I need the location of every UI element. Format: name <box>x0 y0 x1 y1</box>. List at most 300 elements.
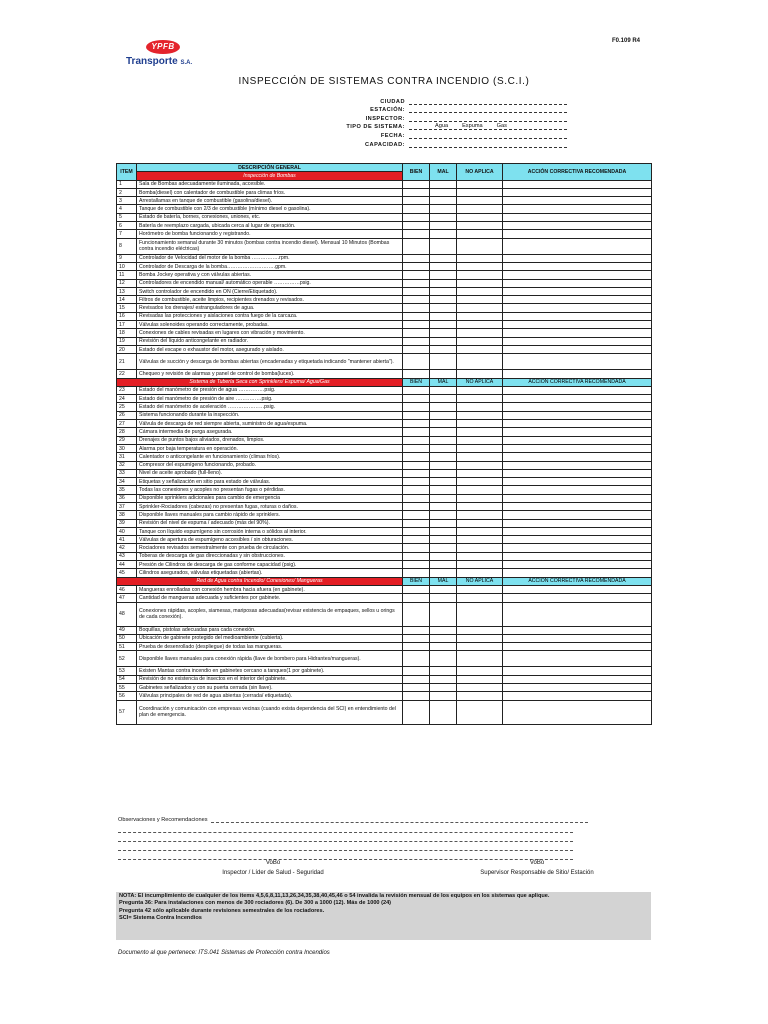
item-number: 22 <box>117 370 137 378</box>
accion-correctiva-field[interactable] <box>503 197 652 205</box>
accion-correctiva-field[interactable] <box>503 494 652 502</box>
bien-checkbox[interactable] <box>403 675 430 683</box>
item-description: Bomba Jockey operativa y con válvulas abiertas. <box>137 271 403 279</box>
bien-checkbox[interactable] <box>403 569 430 577</box>
bien-checkbox[interactable] <box>403 238 430 254</box>
item-number: 45 <box>117 569 137 577</box>
accion-correctiva-field[interactable] <box>503 651 652 667</box>
accion-correctiva-field[interactable] <box>503 684 652 692</box>
no-aplica-checkbox[interactable] <box>457 667 503 675</box>
bien-checkbox[interactable] <box>403 354 430 370</box>
mal-checkbox[interactable] <box>430 561 457 569</box>
mal-checkbox[interactable] <box>430 692 457 700</box>
no-aplica-checkbox[interactable] <box>457 544 503 552</box>
bien-checkbox[interactable] <box>403 296 430 304</box>
mal-checkbox[interactable] <box>430 420 457 428</box>
table-row <box>117 436 652 444</box>
item-number: 49 <box>117 626 137 634</box>
bien-checkbox[interactable] <box>403 700 430 724</box>
accion-correctiva-field[interactable] <box>503 230 652 238</box>
mal-checkbox[interactable] <box>430 386 457 394</box>
no-aplica-checkbox[interactable] <box>457 453 503 461</box>
no-aplica-checkbox[interactable] <box>457 626 503 634</box>
no-aplica-checkbox[interactable] <box>457 552 503 560</box>
accion-correctiva-field[interactable] <box>503 486 652 494</box>
accion-correctiva-field[interactable] <box>503 527 652 535</box>
bien-checkbox[interactable] <box>403 279 430 287</box>
bien-checkbox[interactable] <box>403 436 430 444</box>
no-aplica-checkbox[interactable] <box>457 536 503 544</box>
meta-fields <box>330 96 567 148</box>
accion-correctiva-field[interactable] <box>503 213 652 221</box>
col-mal-header: MAL <box>430 577 457 585</box>
bien-checkbox[interactable] <box>403 312 430 320</box>
no-aplica-checkbox[interactable] <box>457 561 503 569</box>
observations-label: Observaciones y Recomendaciones <box>118 817 208 824</box>
accion-correctiva-field[interactable] <box>503 337 652 345</box>
bien-checkbox[interactable] <box>403 469 430 477</box>
accion-correctiva-field[interactable] <box>503 287 652 295</box>
mal-checkbox[interactable] <box>430 602 457 626</box>
table-row <box>117 478 652 486</box>
bien-checkbox[interactable] <box>403 197 430 205</box>
no-aplica-checkbox[interactable] <box>457 494 503 502</box>
accion-correctiva-field[interactable] <box>503 180 652 188</box>
bien-checkbox[interactable] <box>403 262 430 270</box>
col-na-header: NO APLICA <box>457 577 503 585</box>
accion-correctiva-field[interactable] <box>503 552 652 560</box>
bien-checkbox[interactable] <box>403 461 430 469</box>
mal-checkbox[interactable] <box>430 354 457 370</box>
mal-checkbox[interactable] <box>430 395 457 403</box>
table-row <box>117 569 652 577</box>
mal-checkbox[interactable] <box>430 312 457 320</box>
item-number: 39 <box>117 519 137 527</box>
bien-checkbox[interactable] <box>403 420 430 428</box>
table-row <box>117 312 652 320</box>
accion-correctiva-field[interactable] <box>503 296 652 304</box>
no-aplica-checkbox[interactable] <box>457 395 503 403</box>
item-number: 26 <box>117 411 137 419</box>
no-aplica-checkbox[interactable] <box>457 354 503 370</box>
accion-correctiva-field[interactable] <box>503 585 652 593</box>
accion-correctiva-field[interactable] <box>503 544 652 552</box>
item-description: Funcionamiento semanal durante 30 minutos (bombas contra incendio diesel). Mensual 10 Minutos (Bombas contra incendio eléctricas) <box>137 238 403 254</box>
table-row <box>117 527 652 535</box>
item-number: 29 <box>117 436 137 444</box>
document-reference: Documento al que pertenece: ITS.041 Sistemas de Protección contra Incendios <box>118 950 330 956</box>
accion-correctiva-field[interactable] <box>503 626 652 634</box>
no-aplica-checkbox[interactable] <box>457 287 503 295</box>
mal-checkbox[interactable] <box>430 667 457 675</box>
accion-correctiva-field[interactable] <box>503 312 652 320</box>
tipo-option[interactable]: Gas <box>496 123 507 130</box>
bien-checkbox[interactable] <box>403 386 430 394</box>
item-number: 11 <box>117 271 137 279</box>
section-title: Inspección de Bombas <box>137 172 403 180</box>
accion-correctiva-field[interactable] <box>503 667 652 675</box>
no-aplica-checkbox[interactable] <box>457 188 503 196</box>
bien-checkbox[interactable] <box>403 585 430 593</box>
bien-checkbox[interactable] <box>403 329 430 337</box>
bien-checkbox[interactable] <box>403 205 430 213</box>
mal-checkbox[interactable] <box>430 345 457 353</box>
accion-correctiva-field[interactable] <box>503 675 652 683</box>
no-aplica-checkbox[interactable] <box>457 411 503 419</box>
bien-checkbox[interactable] <box>403 626 430 634</box>
no-aplica-checkbox[interactable] <box>457 271 503 279</box>
bien-checkbox[interactable] <box>403 444 430 452</box>
company-logo <box>126 40 204 72</box>
bien-checkbox[interactable] <box>403 188 430 196</box>
no-aplica-checkbox[interactable] <box>457 585 503 593</box>
accion-correctiva-field[interactable] <box>503 321 652 329</box>
observations-line[interactable] <box>118 823 573 832</box>
observations-line[interactable] <box>118 833 573 842</box>
accion-correctiva-field[interactable] <box>503 602 652 626</box>
accion-correctiva-field[interactable] <box>503 692 652 700</box>
mal-checkbox[interactable] <box>430 287 457 295</box>
no-aplica-checkbox[interactable] <box>457 329 503 337</box>
accion-correctiva-field[interactable] <box>503 254 652 262</box>
capacidad-label: CAPACIDAD: <box>364 141 405 148</box>
mal-checkbox[interactable] <box>430 403 457 411</box>
table-row <box>117 692 652 700</box>
mal-checkbox[interactable] <box>430 585 457 593</box>
accion-correctiva-field[interactable] <box>503 304 652 312</box>
mal-checkbox[interactable] <box>430 279 457 287</box>
no-aplica-checkbox[interactable] <box>457 222 503 230</box>
accion-correctiva-field[interactable] <box>503 238 652 254</box>
mal-checkbox[interactable] <box>430 197 457 205</box>
table-row <box>117 411 652 419</box>
mal-checkbox[interactable] <box>430 626 457 634</box>
no-aplica-checkbox[interactable] <box>457 511 503 519</box>
bien-checkbox[interactable] <box>403 594 430 602</box>
no-aplica-checkbox[interactable] <box>457 675 503 683</box>
no-aplica-checkbox[interactable] <box>457 180 503 188</box>
no-aplica-checkbox[interactable] <box>457 634 503 642</box>
accion-correctiva-field[interactable] <box>503 478 652 486</box>
bien-checkbox[interactable] <box>403 345 430 353</box>
no-aplica-checkbox[interactable] <box>457 345 503 353</box>
bien-checkbox[interactable] <box>403 287 430 295</box>
bien-checkbox[interactable] <box>403 411 430 419</box>
bien-checkbox[interactable] <box>403 602 430 626</box>
no-aplica-checkbox[interactable] <box>457 428 503 436</box>
capacidad-field[interactable] <box>409 141 567 148</box>
accion-correctiva-field[interactable] <box>503 205 652 213</box>
bien-checkbox[interactable] <box>403 544 430 552</box>
mal-checkbox[interactable] <box>430 444 457 452</box>
no-aplica-checkbox[interactable] <box>457 312 503 320</box>
bien-checkbox[interactable] <box>403 692 430 700</box>
accion-correctiva-field[interactable] <box>503 569 652 577</box>
no-aplica-checkbox[interactable] <box>457 684 503 692</box>
bien-checkbox[interactable] <box>403 527 430 535</box>
mal-checkbox[interactable] <box>430 594 457 602</box>
mal-checkbox[interactable] <box>430 478 457 486</box>
col-na-header: NO APLICA <box>457 164 503 181</box>
bien-checkbox[interactable] <box>403 502 430 510</box>
accion-correctiva-field[interactable] <box>503 428 652 436</box>
bien-checkbox[interactable] <box>403 453 430 461</box>
no-aplica-checkbox[interactable] <box>457 296 503 304</box>
accion-correctiva-field[interactable] <box>503 643 652 651</box>
no-aplica-checkbox[interactable] <box>457 370 503 378</box>
no-aplica-checkbox[interactable] <box>457 692 503 700</box>
mal-checkbox[interactable] <box>430 511 457 519</box>
accion-correctiva-field[interactable] <box>503 271 652 279</box>
accion-correctiva-field[interactable] <box>503 403 652 411</box>
mal-checkbox[interactable] <box>430 651 457 667</box>
no-aplica-checkbox[interactable] <box>457 651 503 667</box>
no-aplica-checkbox[interactable] <box>457 643 503 651</box>
bien-checkbox[interactable] <box>403 561 430 569</box>
accion-correctiva-field[interactable] <box>503 262 652 270</box>
inspector-field[interactable] <box>409 115 567 122</box>
item-number: 40 <box>117 527 137 535</box>
mal-checkbox[interactable] <box>430 643 457 651</box>
no-aplica-checkbox[interactable] <box>457 594 503 602</box>
bien-checkbox[interactable] <box>403 337 430 345</box>
mal-checkbox[interactable] <box>430 453 457 461</box>
table-row <box>117 486 652 494</box>
item-number: 36 <box>117 494 137 502</box>
accion-correctiva-field[interactable] <box>503 634 652 642</box>
accion-correctiva-field[interactable] <box>503 536 652 544</box>
mal-checkbox[interactable] <box>430 527 457 535</box>
accion-correctiva-field[interactable] <box>503 511 652 519</box>
accion-correctiva-field[interactable] <box>503 502 652 510</box>
mal-checkbox[interactable] <box>430 494 457 502</box>
table-row <box>117 684 652 692</box>
mal-checkbox[interactable] <box>430 329 457 337</box>
mal-checkbox[interactable] <box>430 271 457 279</box>
accion-correctiva-field[interactable] <box>503 386 652 394</box>
bien-checkbox[interactable] <box>403 667 430 675</box>
bien-checkbox[interactable] <box>403 304 430 312</box>
no-aplica-checkbox[interactable] <box>457 262 503 270</box>
item-number: 19 <box>117 337 137 345</box>
item-number: 41 <box>117 536 137 544</box>
tipo-label: TIPO DE SISTEMA: <box>346 124 405 131</box>
no-aplica-checkbox[interactable] <box>457 444 503 452</box>
no-aplica-checkbox[interactable] <box>457 205 503 213</box>
no-aplica-checkbox[interactable] <box>457 337 503 345</box>
no-aplica-checkbox[interactable] <box>457 321 503 329</box>
mal-checkbox[interactable] <box>430 296 457 304</box>
mal-checkbox[interactable] <box>430 188 457 196</box>
tipo-field[interactable] <box>409 123 567 130</box>
table-row <box>117 197 652 205</box>
accion-correctiva-field[interactable] <box>503 279 652 287</box>
bien-checkbox[interactable] <box>403 552 430 560</box>
mal-checkbox[interactable] <box>430 337 457 345</box>
mal-checkbox[interactable] <box>430 238 457 254</box>
mal-checkbox[interactable] <box>430 254 457 262</box>
no-aplica-checkbox[interactable] <box>457 238 503 254</box>
no-aplica-checkbox[interactable] <box>457 519 503 527</box>
item-description: Toberas de descarga de gas direccionadas y sin obstrucciones. <box>137 552 403 560</box>
mal-checkbox[interactable] <box>430 486 457 494</box>
table-row <box>117 511 652 519</box>
section-title: Red de Agua contra Incendio/ Conexiones/ Mangueras <box>117 577 403 585</box>
mal-checkbox[interactable] <box>430 230 457 238</box>
observations-line[interactable] <box>118 842 573 851</box>
accion-correctiva-field[interactable] <box>503 444 652 452</box>
ciudad-field[interactable] <box>409 98 567 105</box>
no-aplica-checkbox[interactable] <box>457 436 503 444</box>
accion-correctiva-field[interactable] <box>503 420 652 428</box>
no-aplica-checkbox[interactable] <box>457 279 503 287</box>
accion-correctiva-field[interactable] <box>503 329 652 337</box>
no-aplica-checkbox[interactable] <box>457 197 503 205</box>
mal-checkbox[interactable] <box>430 262 457 270</box>
mal-checkbox[interactable] <box>430 180 457 188</box>
mal-checkbox[interactable] <box>430 675 457 683</box>
bien-checkbox[interactable] <box>403 643 430 651</box>
mal-checkbox[interactable] <box>430 552 457 560</box>
table-row <box>117 453 652 461</box>
bien-checkbox[interactable] <box>403 180 430 188</box>
item-description: Chequeo y revisión de alarmas y panel de control de bomba(luces). <box>137 370 403 378</box>
bien-checkbox[interactable] <box>403 271 430 279</box>
no-aplica-checkbox[interactable] <box>457 527 503 535</box>
no-aplica-checkbox[interactable] <box>457 502 503 510</box>
accion-correctiva-field[interactable] <box>503 395 652 403</box>
mal-checkbox[interactable] <box>430 428 457 436</box>
table-row <box>117 651 652 667</box>
mal-checkbox[interactable] <box>430 461 457 469</box>
tipo-option[interactable]: Agua <box>435 123 449 130</box>
no-aplica-checkbox[interactable] <box>457 420 503 428</box>
accion-correctiva-field[interactable] <box>503 461 652 469</box>
mal-checkbox[interactable] <box>430 321 457 329</box>
no-aplica-checkbox[interactable] <box>457 403 503 411</box>
bien-checkbox[interactable] <box>403 230 430 238</box>
no-aplica-checkbox[interactable] <box>457 469 503 477</box>
no-aplica-checkbox[interactable] <box>457 386 503 394</box>
no-aplica-checkbox[interactable] <box>457 700 503 724</box>
bien-checkbox[interactable] <box>403 536 430 544</box>
table-row <box>117 386 652 394</box>
no-aplica-checkbox[interactable] <box>457 569 503 577</box>
accion-correctiva-field[interactable] <box>503 354 652 370</box>
accion-correctiva-field[interactable] <box>503 519 652 527</box>
no-aplica-checkbox[interactable] <box>457 486 503 494</box>
table-row <box>117 205 652 213</box>
bien-checkbox[interactable] <box>403 395 430 403</box>
bien-checkbox[interactable] <box>403 213 430 221</box>
item-description: Revisadas las protecciones y aislaciones contra fuego de la carcaza. <box>137 312 403 320</box>
accion-correctiva-field[interactable] <box>503 436 652 444</box>
mal-checkbox[interactable] <box>430 213 457 221</box>
accion-correctiva-field[interactable] <box>503 700 652 724</box>
no-aplica-checkbox[interactable] <box>457 602 503 626</box>
bien-checkbox[interactable] <box>403 684 430 692</box>
item-number: 44 <box>117 561 137 569</box>
table-row <box>117 675 652 683</box>
item-description: Calentador o anticongelante en funcionamiento (climas fríos). <box>137 453 403 461</box>
bien-checkbox[interactable] <box>403 519 430 527</box>
mal-checkbox[interactable] <box>430 222 457 230</box>
mal-checkbox[interactable] <box>430 411 457 419</box>
item-description: Alarma por baja temperatura en operación. <box>137 444 403 452</box>
accion-correctiva-field[interactable] <box>503 222 652 230</box>
table-row <box>117 254 652 262</box>
bien-checkbox[interactable] <box>403 254 430 262</box>
item-description: Mangueras enrolladas con conexión hembra hacia afuera (en gabinete). <box>137 585 403 593</box>
mal-checkbox[interactable] <box>430 436 457 444</box>
bien-checkbox[interactable] <box>403 634 430 642</box>
estacion-field[interactable] <box>409 106 567 113</box>
no-aplica-checkbox[interactable] <box>457 230 503 238</box>
mal-checkbox[interactable] <box>430 205 457 213</box>
bien-checkbox[interactable] <box>403 428 430 436</box>
item-description: Rociadores revisados semestralmente con prueba de circulación. <box>137 544 403 552</box>
item-description: Drenajes de puntos bajos aliviados, drenados, limpios. <box>137 436 403 444</box>
mal-checkbox[interactable] <box>430 700 457 724</box>
item-description: Estado de batería, bornes, conexiones, uniones, etc. <box>137 213 403 221</box>
mal-checkbox[interactable] <box>430 536 457 544</box>
tipo-option[interactable]: Espuma <box>462 123 483 130</box>
item-number: 6 <box>117 222 137 230</box>
accion-correctiva-field[interactable] <box>503 469 652 477</box>
mal-checkbox[interactable] <box>430 544 457 552</box>
accion-correctiva-field[interactable] <box>503 188 652 196</box>
bien-checkbox[interactable] <box>403 222 430 230</box>
mal-checkbox[interactable] <box>430 370 457 378</box>
item-number: 56 <box>117 692 137 700</box>
vobo-label: VoBo <box>265 860 281 866</box>
fecha-field[interactable] <box>409 132 567 139</box>
observations-line[interactable] <box>211 817 588 823</box>
bien-checkbox[interactable] <box>403 651 430 667</box>
accion-correctiva-field[interactable] <box>503 561 652 569</box>
accion-correctiva-field[interactable] <box>503 453 652 461</box>
no-aplica-checkbox[interactable] <box>457 478 503 486</box>
no-aplica-checkbox[interactable] <box>457 304 503 312</box>
bien-checkbox[interactable] <box>403 511 430 519</box>
accion-correctiva-field[interactable] <box>503 370 652 378</box>
table-row <box>117 238 652 254</box>
no-aplica-checkbox[interactable] <box>457 461 503 469</box>
mal-checkbox[interactable] <box>430 634 457 642</box>
table-row <box>117 544 652 552</box>
accion-correctiva-field[interactable] <box>503 411 652 419</box>
no-aplica-checkbox[interactable] <box>457 213 503 221</box>
mal-checkbox[interactable] <box>430 502 457 510</box>
bien-checkbox[interactable] <box>403 321 430 329</box>
bien-checkbox[interactable] <box>403 403 430 411</box>
mal-checkbox[interactable] <box>430 304 457 312</box>
no-aplica-checkbox[interactable] <box>457 254 503 262</box>
mal-checkbox[interactable] <box>430 569 457 577</box>
mal-checkbox[interactable] <box>430 519 457 527</box>
item-number: 57 <box>117 700 137 724</box>
bien-checkbox[interactable] <box>403 486 430 494</box>
table-row <box>117 222 652 230</box>
item-number: 12 <box>117 279 137 287</box>
mal-checkbox[interactable] <box>430 469 457 477</box>
mal-checkbox[interactable] <box>430 684 457 692</box>
bien-checkbox[interactable] <box>403 478 430 486</box>
accion-correctiva-field[interactable] <box>503 594 652 602</box>
bien-checkbox[interactable] <box>403 370 430 378</box>
accion-correctiva-field[interactable] <box>503 345 652 353</box>
bien-checkbox[interactable] <box>403 494 430 502</box>
